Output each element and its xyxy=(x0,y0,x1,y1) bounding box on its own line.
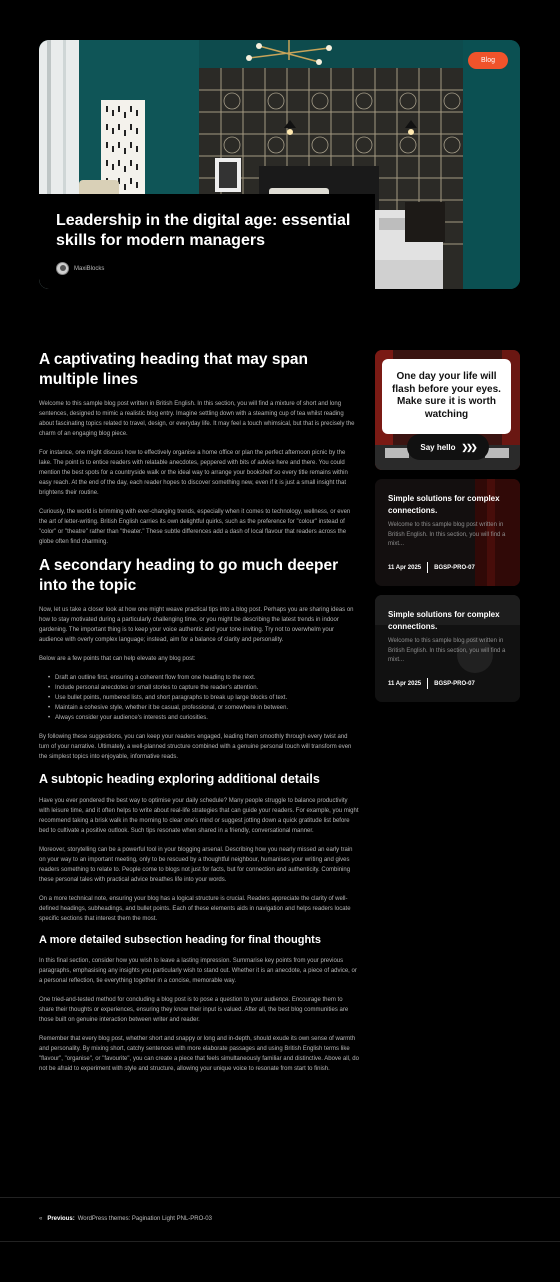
list-item: • Include personal anecdotes or small stories to capture the reader's attention. xyxy=(48,683,359,693)
article-body xyxy=(39,350,359,1083)
post-date: 11 Apr 2025 xyxy=(388,680,422,687)
post-content xyxy=(388,493,508,550)
hero-title[interactable]: Leadership in the digital age: essential skills for modern managers xyxy=(56,212,351,249)
meta-divider xyxy=(427,678,428,689)
post-title[interactable]: Simple solutions for complex connections. xyxy=(388,610,500,631)
sidebar xyxy=(375,350,520,702)
author[interactable] xyxy=(56,262,359,275)
post-card[interactable] xyxy=(375,595,520,702)
post-title[interactable]: Simple solutions for complex connections. xyxy=(388,494,500,515)
hero-banner[interactable] xyxy=(39,40,520,289)
paragraph: Moreover, storytelling can be a powerful tool in your blogging arsenal. Describing how you nearly missed an early train on your way to an important meeting, only to be rescued by a thoughtful neighbour, humanises your writing and gives readers something to relate to. People come to blogs not just for facts, but for connection and authenticity. Combining these personal tales with practical advice breathes life into your words. xyxy=(39,847,353,883)
previous-label: Previous: xyxy=(47,1216,75,1222)
post-date: 11 Apr 2025 xyxy=(388,564,422,571)
chevron-left-icon: « xyxy=(39,1216,43,1222)
meta-divider xyxy=(427,562,428,573)
article-heading-2: A secondary heading to go much deeper into the topic xyxy=(39,557,339,594)
paragraph: Below are a few points that can help elevate any blog post: xyxy=(39,656,196,662)
list-item: • Draft an outline first, ensuring a coherent flow from one heading to the next. xyxy=(48,673,359,683)
post-meta xyxy=(388,562,475,573)
paragraph: Curiously, the world is brimming with ever-changing trends, especially when it comes to technology, wellness, or even the art of letter-writing. British English carries its own delightful quirks, such as the preference for "colour" instead of "color" or "theatre" rather than "theater." These subtle differences add a dash of local flavour that readers across the globe often find charming. xyxy=(39,509,351,545)
divider xyxy=(0,1241,560,1242)
promo-box xyxy=(382,359,511,434)
article-heading-3: A subtopic heading exploring additional details xyxy=(39,772,320,786)
list-item: • Always consider your audience's interests and curiosities. xyxy=(48,713,359,723)
article-heading-4: A more detailed subsection heading for final thoughts xyxy=(39,934,321,946)
tips-list xyxy=(39,673,359,723)
blog-tag[interactable]: Blog xyxy=(468,52,508,69)
post-code: BGSP-PRO-07 xyxy=(434,680,475,687)
paragraph: Welcome to this sample blog post written in British English. In this section, you will find a mixture of short and long sentences, designed to mimic a realistic blog entry. Imagine settling down with a steaming cup of tea whilst reading about fascinating topics related to travel, design, or everyday life. It may feel a touch whimsical, but that is precisely the charm of an engaging blog piece. xyxy=(39,401,355,437)
promo-text: One day your life will flash before your eyes. Make sure it is worth watching xyxy=(392,371,501,420)
promo-card xyxy=(375,350,520,470)
paragraph: By following these suggestions, you can keep your readers engaged, leading them smoothly through every twist and turn of your narrative. Ultimately, a well-planned structure combined with a genuine personal touch will transform even the simplest topics into enjoyable, informative reads. xyxy=(39,734,352,760)
list-item: • Maintain a cohesive style, whether it be casual, professional, or somewhere in between. xyxy=(48,703,359,713)
post-excerpt: Welcome to this sample blog post written in British English. In this section, you will find a mixt... xyxy=(388,522,506,547)
divider xyxy=(0,1197,560,1198)
paragraph: Remember that every blog post, whether short and snappy or long and in-depth, should exude its own sense of warmth and personality. By mixing short, catchy sentences with more elaborate passages and using British English terms like "flavour", "organise", or "favourite", you can create a piece that feels simultaneously familiar and distinctive. Above all, do not be afraid to experiment with style and structure, allowing your unique voice to resonate from start to finish. xyxy=(39,1036,359,1072)
previous-title[interactable]: WordPress themes: Pagination Light PNL-PRO-03 xyxy=(77,1216,212,1222)
list-item: • Use bullet points, numbered lists, and short paragraphs to break up large blocks of text. xyxy=(48,693,359,703)
post-meta xyxy=(388,678,475,689)
previous-post-link[interactable] xyxy=(39,1216,212,1222)
post-excerpt: Welcome to this sample blog post written in British English. In this section, you will find a mixt... xyxy=(388,638,506,663)
author-name[interactable]: MaxiBlocks xyxy=(74,265,105,272)
post-code: BGSP-PRO-07 xyxy=(434,564,475,571)
paragraph: One tried-and-tested method for concluding a blog post is to pose a question to your audience. Encourage them to share their thoughts or experiences, ensuring they know their input is valued. After all, the best blog communities are those built on genuine interaction between writer and reader. xyxy=(39,997,349,1023)
post-content xyxy=(388,609,508,666)
say-hello-label: Say hello xyxy=(420,442,456,452)
paragraph: Have you ever pondered the best way to optimise your daily schedule? Many people struggle to balance productivity with leisure time, and it often helps to write about real-life strategies that can guide your readers. For example, you might recommend taking a brisk walk in the morning to clear one's mind or suggest jotting down a quick gratitude list before bed to cultivate a positive outlook. Such tips resonate when shared in a friendly, conversational manner. xyxy=(39,798,359,834)
say-hello-button[interactable] xyxy=(407,434,489,460)
hero-card xyxy=(39,194,375,289)
article-heading-1: A captivating heading that may span multiple lines xyxy=(39,351,309,388)
paragraph: For instance, one might discuss how to effectively organise a home office or plan the perfect afternoon picnic by the lake. The point is to entice readers with relatable anecdotes, peppered with bits of advice here and there. You could mention the best spots for a countryside walk or the ideal way to arrange your bookshelf so every title remains within easy reach. At the end of the day, each reader hopes to discover something new, even if it is just a small insight that brightens their routine. xyxy=(39,450,348,496)
double-chevron-right-icon: ❯❯❯ xyxy=(461,442,476,452)
paragraph: In this final section, consider how you wish to leave a lasting impression. Summarise key points from your previous paragraphs, emphasising any insights you particularly wish to stand out. Whether it is an anecdote, a piece of advice, or a personal reflection, tie everything together in a concise, memorable way. xyxy=(39,958,357,984)
avatar xyxy=(56,262,69,275)
paragraph: Now, let us take a closer look at how one might weave practical tips into a blog post. Perhaps you are sharing ideas on how to stay motivated during a particularly challenging time, or you might be describing the latest trends in indoor gardening. The important thing is to keep your voice authentic and your tone inviting. Try not to overwhelm your audience with overly complex language; instead, aim for a balance of clarity and personality. xyxy=(39,607,354,643)
post-card[interactable] xyxy=(375,479,520,586)
paragraph: On a more technical note, ensuring your blog has a logical structure is crucial. Readers appreciate the clarity of well-defined headings, subheadings, and bullet points. Each of these elements aids in navigation and helps readers locate specific sections that interest them the most. xyxy=(39,896,351,922)
